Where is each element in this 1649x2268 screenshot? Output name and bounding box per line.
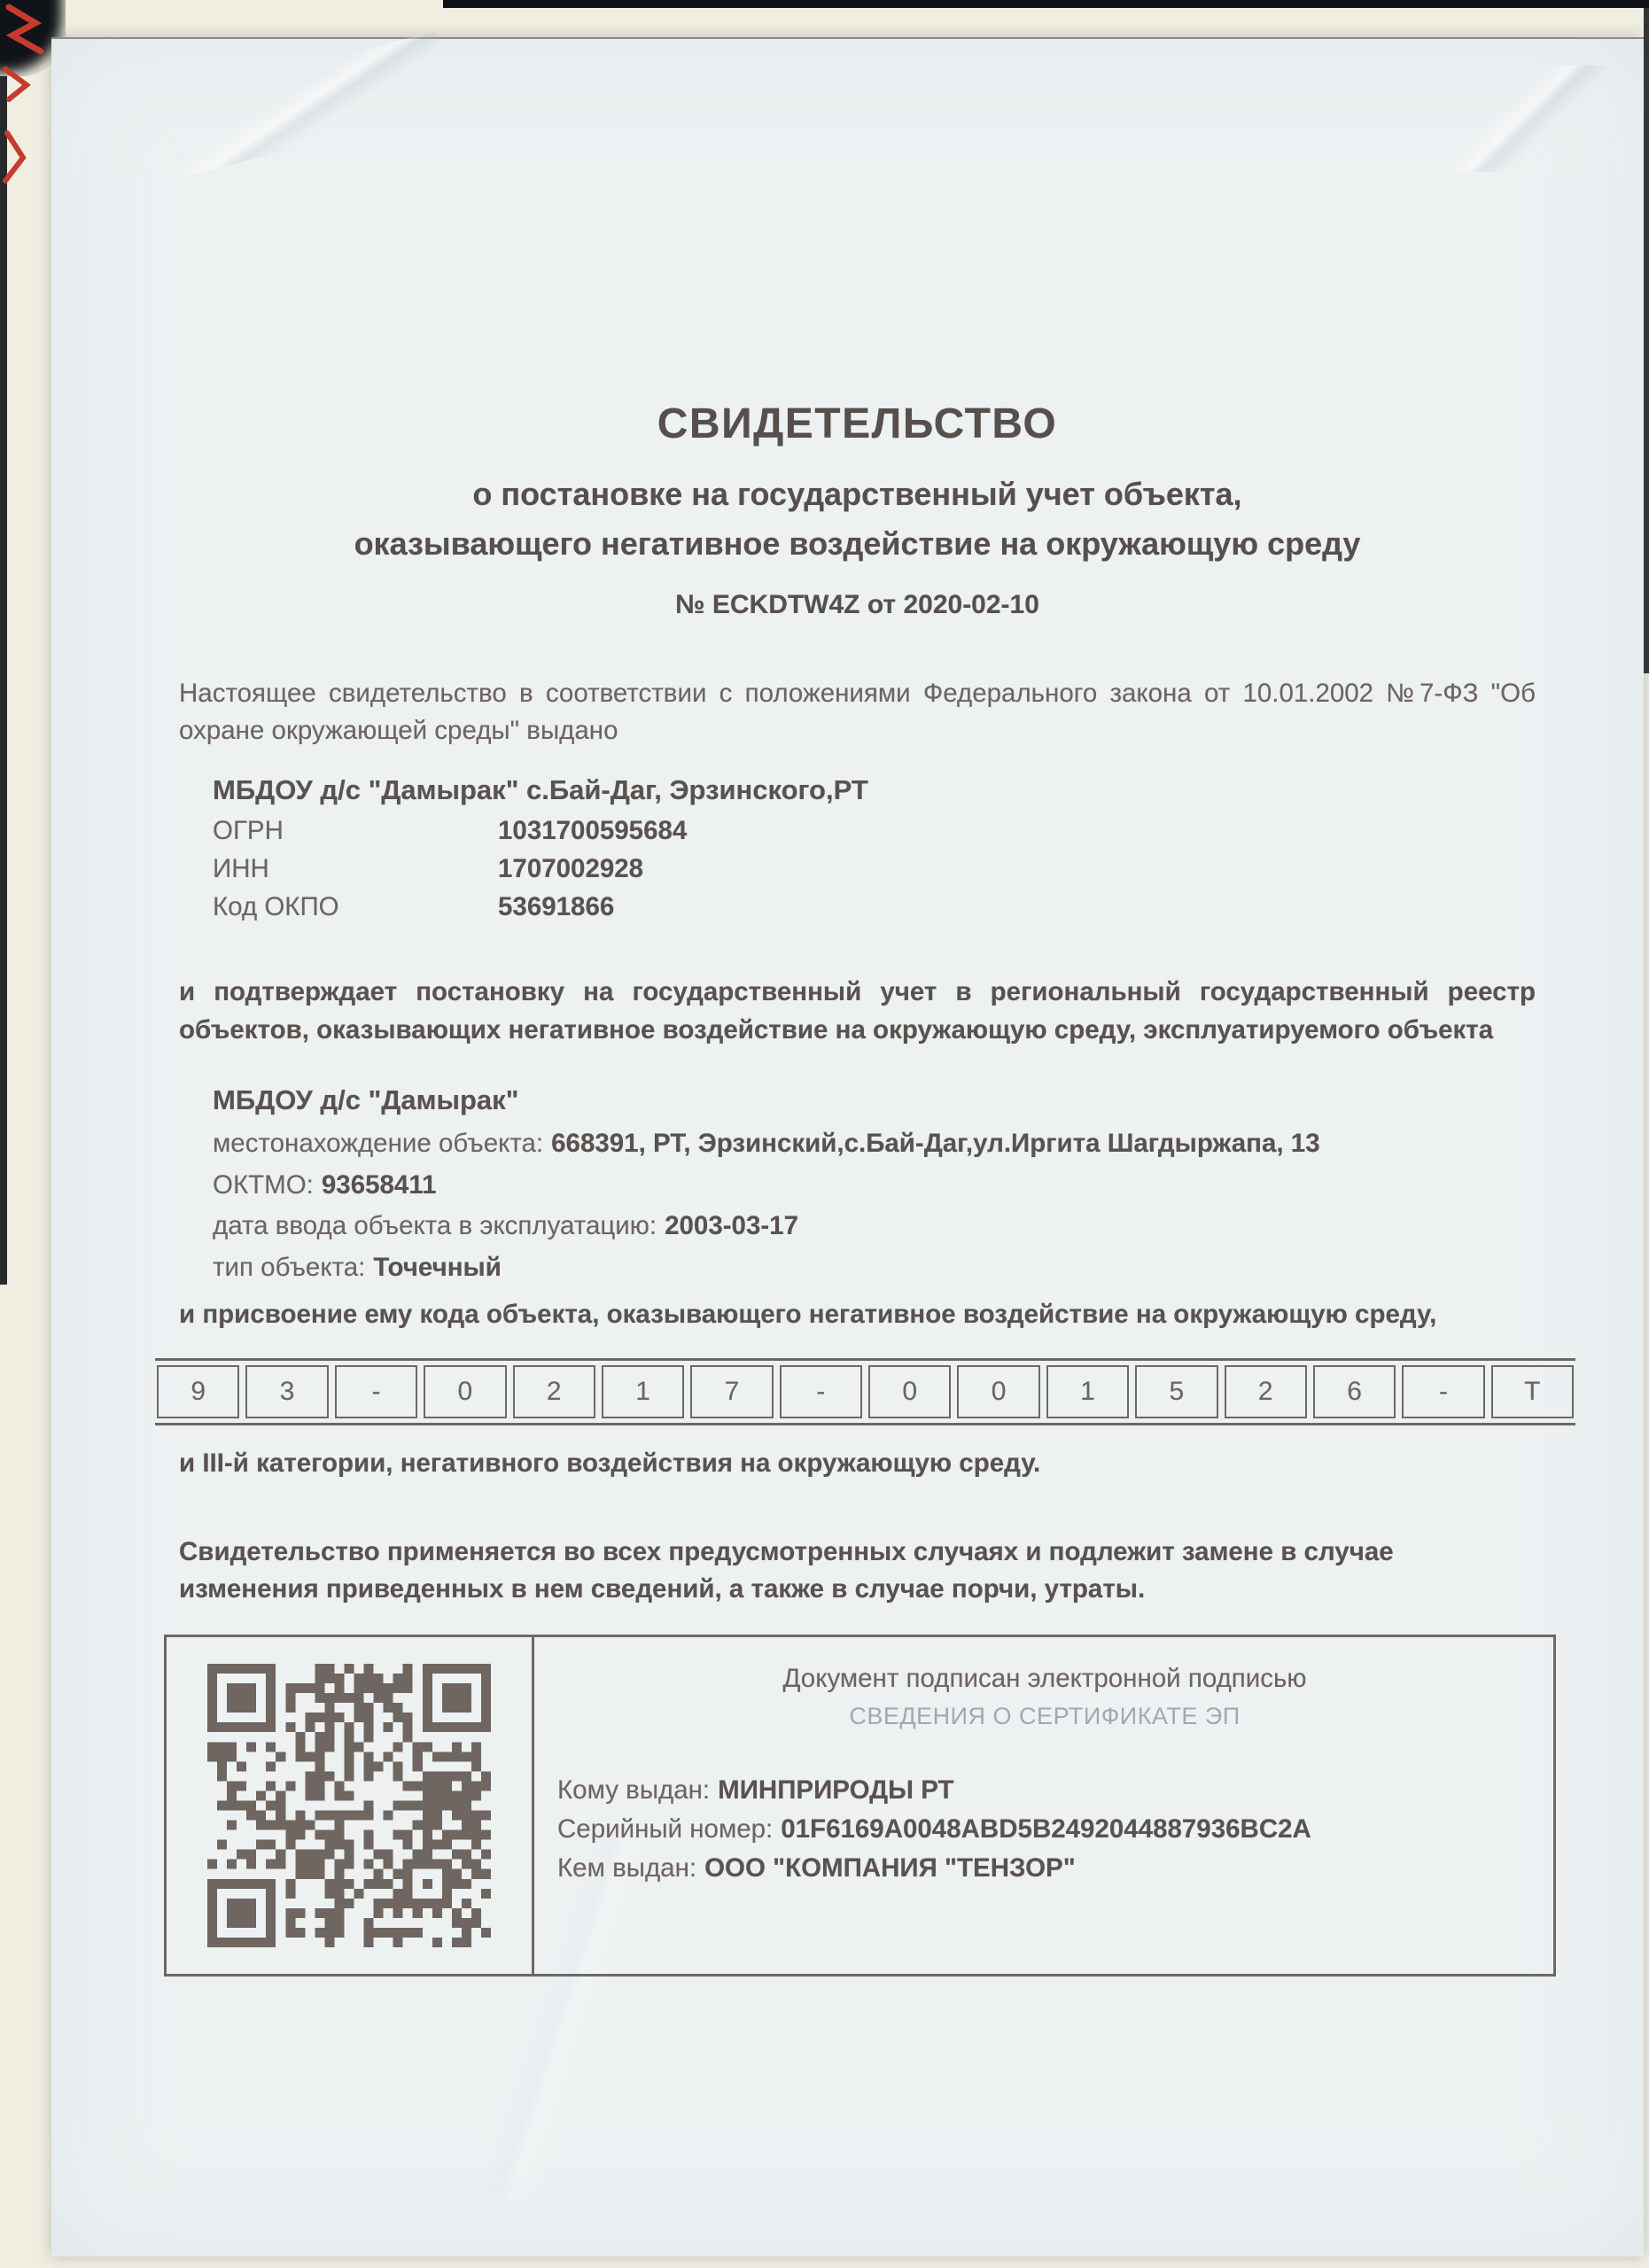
object-commissioning-date-row	[213, 1206, 1536, 1247]
field-value: 01F6169A0048ABD5B2492044887936BC2A	[781, 1814, 1311, 1844]
code-cell: Т	[1491, 1365, 1574, 1418]
object-location-row	[213, 1123, 1536, 1165]
certificate-info-line: СВЕДЕНИЯ О СЕРТИФИКАТЕ ЭП	[849, 1703, 1241, 1729]
field-value: 93658411	[321, 1169, 437, 1200]
code-cell: -	[780, 1365, 862, 1418]
code-cell: 6	[1313, 1365, 1396, 1418]
code-paragraph: и присвоение ему кода объекта, оказывающего негативное воздействие на окружающую среду,	[179, 1300, 1437, 1329]
field-label: Кем выдан:	[557, 1853, 697, 1883]
field-label: Кому выдан:	[557, 1775, 711, 1805]
certificate-fields	[557, 1771, 1532, 1888]
organization-requisites	[179, 812, 1536, 926]
issued-to-row	[557, 1771, 1532, 1810]
signature-details	[534, 1637, 1553, 1974]
subtitle-line-1: о постановке на государственный учет объекта,	[472, 476, 1242, 512]
object-code-table	[155, 1358, 1575, 1425]
requisite-value: 1031700595684	[498, 816, 688, 845]
code-cell: 3	[245, 1365, 328, 1418]
certificate-number-line: № ECKDTW4Z от 2020-02-10	[675, 590, 1039, 619]
category-line: и III-й категории, негативного воздействия на окружающую среду.	[179, 1449, 1041, 1478]
issued-by-row	[557, 1849, 1532, 1888]
document-title: СВИДЕТЕЛЬСТВО	[657, 400, 1058, 447]
requisite-value: 53691866	[498, 892, 615, 921]
paper-sheet	[51, 37, 1644, 2256]
signed-statement: Документ подписан электронной подписью	[782, 1664, 1307, 1693]
organization-name: МБДОУ д/с "Дамырак" с.Бай-Даг, Эрзинского,РТ	[213, 774, 868, 805]
code-cell: 7	[690, 1365, 773, 1418]
requisite-label: ИНН	[213, 854, 269, 883]
code-cell: 0	[957, 1365, 1039, 1418]
code-cell: 0	[424, 1365, 506, 1418]
red-pen-marks	[0, 0, 80, 213]
field-value: 2003-03-17	[665, 1211, 798, 1240]
usage-paragraph: Свидетельство применяется во всех предусмотренных случаях и подлежит замене в случае изменения приведенных в нем сведений, а также в случае порчи, утраты.	[179, 1537, 1394, 1604]
field-value: Точечный	[373, 1252, 502, 1282]
serial-number-row	[557, 1810, 1532, 1849]
field-value: МИНПРИРОДЫ РТ	[718, 1775, 954, 1805]
object-type-row	[213, 1247, 1536, 1289]
code-cell: 5	[1135, 1365, 1217, 1418]
field-value: 668391, РТ, Эрзинский,с.Бай-Даг,ул.Иргита Шагдыржапа, 13	[551, 1129, 1320, 1158]
scanner-edge-right	[1644, 0, 1649, 673]
code-cell: -	[1402, 1365, 1484, 1418]
code-cell: 9	[157, 1365, 239, 1418]
code-cell: 2	[513, 1365, 595, 1418]
field-value: ООО "КОМПАНИЯ "ТЕНЗОР"	[704, 1853, 1076, 1883]
object-oktmo-row	[213, 1165, 1536, 1207]
document-content	[179, 39, 1541, 1977]
code-cell: 1	[1046, 1365, 1129, 1418]
document-subtitle	[179, 470, 1536, 569]
qr-code	[207, 1664, 491, 1947]
field-label: Серийный номер:	[557, 1814, 774, 1844]
object-name: МБДОУ д/с "Дамырак"	[213, 1084, 519, 1115]
code-cell: 1	[602, 1365, 684, 1418]
field-label: местонахождение объекта:	[213, 1129, 544, 1158]
requisite-value: 1707002928	[498, 854, 644, 883]
field-label: ОКТМО:	[213, 1169, 314, 1200]
code-cell: -	[335, 1365, 417, 1418]
code-cell: 0	[868, 1365, 951, 1418]
requisite-row-ogrn	[213, 812, 1536, 850]
requisite-label: Код ОКПО	[213, 892, 339, 921]
confirm-paragraph: и подтверждает постановку на государственный учет в региональный государственный реестр объектов, оказывающих негативное воздействие на окружающую среду, эксплуатируемого объекта	[179, 977, 1536, 1045]
code-cell: 2	[1225, 1365, 1307, 1418]
requisite-row-okpo	[213, 888, 1536, 926]
requisite-label: ОГРН	[213, 816, 284, 845]
qr-cell	[167, 1637, 534, 1974]
subtitle-line-2: оказывающего негативное воздействие на окружающую среду	[354, 525, 1361, 562]
field-label: тип объекта:	[213, 1252, 366, 1282]
field-label: дата ввода объекта в эксплуатацию:	[213, 1211, 657, 1240]
intro-paragraph: Настоящее свидетельство в соответствии с положениями Федерального закона от 10.01.2002 №7-ФЗ "Об охране окружающей среды" выдано	[179, 679, 1536, 745]
signature-block	[164, 1635, 1556, 1977]
requisite-row-inn	[213, 850, 1536, 888]
object-details	[179, 1123, 1536, 1288]
scanner-edge-top	[443, 0, 1649, 8]
